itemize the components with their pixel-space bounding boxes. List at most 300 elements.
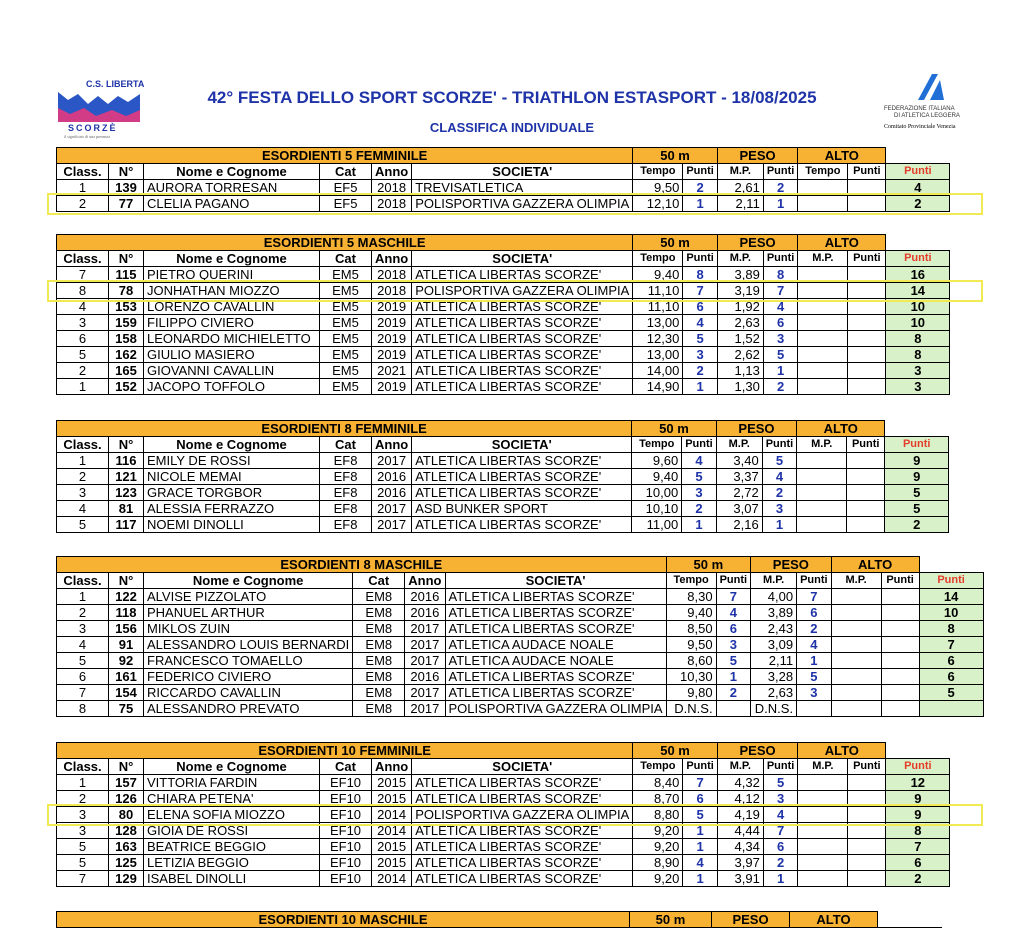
event-50m-header: 50 m xyxy=(633,235,718,251)
team-cell: ATLETICA LIBERTAS SCORZE' xyxy=(412,363,633,379)
col-alto-measure: M.P. xyxy=(798,251,848,267)
points-peso: 4 xyxy=(763,299,798,315)
team-cell: ATLETICA LIBERTAS SCORZE' xyxy=(445,589,666,605)
table-row xyxy=(57,315,950,331)
time-cell: 8,50 xyxy=(666,621,716,637)
alto-measure xyxy=(798,180,848,196)
category-title: ESORDIENTI 10 MASCHILE xyxy=(57,912,630,928)
col-points: Punti xyxy=(881,573,919,589)
time-cell: 9,40 xyxy=(633,267,683,283)
team-cell: ATLETICA LIBERTAS SCORZE' xyxy=(445,685,666,701)
event-alto-header: ALTO xyxy=(798,148,886,164)
category-title: ESORDIENTI 10 FEMMINILE xyxy=(57,743,633,759)
athlete-name: PIETRO QUERINI xyxy=(144,267,320,283)
alto-measure xyxy=(798,267,848,283)
col-points: Punti xyxy=(683,251,718,267)
year-cell: 2017 xyxy=(372,453,412,469)
rank-cell: 6 xyxy=(57,331,109,347)
time-cell: 12,30 xyxy=(633,331,683,347)
bib-cell: 122 xyxy=(109,589,144,605)
total-points: 3 xyxy=(886,363,950,379)
mp-cell: 2,11 xyxy=(717,196,763,212)
mp-cell: 4,34 xyxy=(717,839,763,855)
time-cell: 9,20 xyxy=(633,871,683,887)
alto-measure xyxy=(831,701,881,717)
table-row xyxy=(57,283,950,299)
time-cell: 10,30 xyxy=(666,669,716,685)
category-cell: EM5 xyxy=(320,363,372,379)
col-points: Punti xyxy=(848,759,886,775)
team-cell: ATLETICA AUDACE NOALE xyxy=(445,637,666,653)
bib-cell: 121 xyxy=(109,469,144,485)
table-row xyxy=(57,685,984,701)
alto-measure xyxy=(798,299,848,315)
time-cell: 8,90 xyxy=(633,855,683,871)
athlete-name: BEATRICE BEGGIO xyxy=(144,839,320,855)
alto-points xyxy=(848,839,886,855)
alto-points xyxy=(848,775,886,791)
points-peso: 5 xyxy=(763,775,798,791)
rank-cell: 5 xyxy=(57,855,109,871)
bib-cell: 126 xyxy=(109,791,144,807)
bib-cell: 157 xyxy=(109,775,144,791)
athlete-name: ALESSANDRO PREVATO xyxy=(144,701,353,717)
team-cell: POLISPORTIVA GAZZERA OLIMPIA xyxy=(445,701,666,717)
col-year: Anno xyxy=(372,251,412,267)
athlete-name: LETIZIA BEGGIO xyxy=(144,855,320,871)
points-50m: 3 xyxy=(716,637,751,653)
athlete-name: NICOLE MEMAI xyxy=(144,469,320,485)
alto-points xyxy=(881,653,919,669)
athlete-name: ISABEL DINOLLI xyxy=(144,871,320,887)
category-title: ESORDIENTI 5 MASCHILE xyxy=(57,235,633,251)
rank-cell: 1 xyxy=(57,775,109,791)
col-total: Punti xyxy=(886,759,950,775)
col-number: N° xyxy=(109,251,144,267)
time-cell: 9,40 xyxy=(666,605,716,621)
points-50m: 4 xyxy=(683,855,718,871)
mp-cell: 1,30 xyxy=(717,379,763,395)
points-50m: 2 xyxy=(682,501,717,517)
time-cell: 9,50 xyxy=(633,180,683,196)
points-peso: 3 xyxy=(797,685,832,701)
alto-points xyxy=(848,299,886,315)
alto-measure xyxy=(798,775,848,791)
points-50m: 3 xyxy=(683,347,718,363)
time-cell: 8,80 xyxy=(633,807,683,823)
alto-points xyxy=(848,823,886,839)
col-class: Class. xyxy=(57,437,109,453)
fidal-line2: DI ATLETICA LEGGERA xyxy=(894,113,960,119)
category-title: ESORDIENTI 8 MASCHILE xyxy=(57,557,667,573)
bib-cell: 117 xyxy=(109,517,144,533)
event-peso-header: PESO xyxy=(712,912,790,928)
bib-cell: 116 xyxy=(109,453,144,469)
team-cell: ATLETICA LIBERTAS SCORZE' xyxy=(412,315,633,331)
total-points: 4 xyxy=(886,180,950,196)
athlete-name: GIULIO MASIERO xyxy=(144,347,320,363)
col-alto-measure: M.P. xyxy=(798,759,848,775)
category-cell: EF8 xyxy=(320,501,372,517)
bib-cell: 91 xyxy=(109,637,144,653)
rank-cell: 5 xyxy=(57,839,109,855)
rank-cell: 1 xyxy=(57,379,109,395)
event-alto-header: ALTO xyxy=(797,421,885,437)
results-table xyxy=(56,147,950,212)
team-cell: POLISPORTIVA GAZZERA OLIMPIA xyxy=(412,283,633,299)
rank-cell: 2 xyxy=(57,605,109,621)
year-cell: 2014 xyxy=(372,823,412,839)
rank-cell: 5 xyxy=(57,517,109,533)
points-peso: 6 xyxy=(763,315,798,331)
year-cell: 2019 xyxy=(372,347,412,363)
col-points: Punti xyxy=(683,164,718,180)
col-points: Punti xyxy=(847,437,885,453)
year-cell: 2016 xyxy=(405,605,445,621)
category-cell: EM8 xyxy=(353,605,405,621)
event-peso-header: PESO xyxy=(716,421,797,437)
points-peso: 2 xyxy=(763,379,798,395)
table-row xyxy=(57,379,950,395)
alto-measure xyxy=(831,589,881,605)
points-50m: 3 xyxy=(682,485,717,501)
category-cell: EF10 xyxy=(320,775,372,791)
total-points: 5 xyxy=(919,685,983,701)
time-cell: 14,00 xyxy=(633,363,683,379)
year-cell: 2018 xyxy=(372,283,412,299)
rank-cell: 8 xyxy=(57,283,109,299)
col-total: Punti xyxy=(886,164,950,180)
time-cell: 8,40 xyxy=(633,775,683,791)
athlete-name: LORENZO CAVALLIN xyxy=(144,299,320,315)
team-cell: ATLETICA LIBERTAS SCORZE' xyxy=(412,485,632,501)
points-50m xyxy=(716,701,751,717)
mp-cell: 2,11 xyxy=(751,653,797,669)
year-cell: 2014 xyxy=(372,871,412,887)
fidal-line1: FEDERAZIONE ITALIANA xyxy=(884,106,955,112)
points-50m: 2 xyxy=(716,685,751,701)
points-50m: 5 xyxy=(682,469,717,485)
col-mp: M.P. xyxy=(717,251,763,267)
alto-measure xyxy=(798,196,848,212)
total-points: 2 xyxy=(886,196,950,212)
col-year: Anno xyxy=(372,437,412,453)
points-peso: 7 xyxy=(763,283,798,299)
col-time: Tempo xyxy=(666,573,716,589)
table-row xyxy=(57,363,950,379)
bib-cell: 153 xyxy=(109,299,144,315)
bib-cell: 161 xyxy=(109,669,144,685)
athlete-name: LEONARDO MICHIELETTO xyxy=(144,331,320,347)
bib-cell: 163 xyxy=(109,839,144,855)
bib-cell: 75 xyxy=(109,701,144,717)
total-points: 6 xyxy=(886,855,950,871)
col-cat: Cat xyxy=(320,437,372,453)
event-50m-header: 50 m xyxy=(632,421,717,437)
event-alto-header: ALTO xyxy=(790,912,878,928)
alto-points xyxy=(848,196,886,212)
total-points: 10 xyxy=(886,315,950,331)
team-cell: ATLETICA LIBERTAS SCORZE' xyxy=(412,299,633,315)
year-cell: 2015 xyxy=(372,839,412,855)
rank-cell: 6 xyxy=(57,669,109,685)
rank-cell: 5 xyxy=(57,653,109,669)
table-row xyxy=(57,517,949,533)
col-alto-measure: M.P. xyxy=(797,437,847,453)
rank-cell: 3 xyxy=(57,485,109,501)
alto-measure xyxy=(831,621,881,637)
mp-cell: 1,52 xyxy=(717,331,763,347)
alto-measure xyxy=(798,791,848,807)
table-row xyxy=(57,839,950,855)
points-peso: 2 xyxy=(763,855,798,871)
alto-measure xyxy=(831,605,881,621)
page-title: 42° FESTA DELLO SPORT SCORZE' - TRIATHLON ESTASPORT - 18/08/2025 xyxy=(207,88,817,107)
year-cell: 2016 xyxy=(372,485,412,501)
bib-cell: 154 xyxy=(109,685,144,701)
athlete-name: CLELIA PAGANO xyxy=(144,196,320,212)
category-cell: EM5 xyxy=(320,267,372,283)
category-cell: EF10 xyxy=(320,823,372,839)
points-peso: 6 xyxy=(797,605,832,621)
points-50m: 1 xyxy=(682,517,717,533)
year-cell: 2017 xyxy=(405,621,445,637)
rank-cell: 7 xyxy=(57,267,109,283)
col-team: SOCIETA' xyxy=(445,573,666,589)
col-points: Punti xyxy=(763,759,798,775)
table-row xyxy=(57,791,950,807)
alto-points xyxy=(847,485,885,501)
col-class: Class. xyxy=(57,759,109,775)
col-name: Nome e Cognome xyxy=(144,437,320,453)
table-row xyxy=(57,501,949,517)
year-cell: 2016 xyxy=(405,589,445,605)
blank-cell xyxy=(886,235,950,251)
alto-measure xyxy=(797,501,847,517)
total-points: 3 xyxy=(886,379,950,395)
points-50m: 6 xyxy=(683,791,718,807)
year-cell: 2016 xyxy=(372,469,412,485)
results-table xyxy=(56,742,950,887)
table-row xyxy=(57,469,949,485)
points-50m: 8 xyxy=(683,267,718,283)
category-cell: EM8 xyxy=(353,685,405,701)
time-cell: 9,40 xyxy=(632,469,682,485)
bib-cell: 152 xyxy=(109,379,144,395)
time-cell: 8,60 xyxy=(666,653,716,669)
points-peso: 7 xyxy=(797,589,832,605)
points-peso: 3 xyxy=(763,791,798,807)
alto-points xyxy=(848,791,886,807)
table-row xyxy=(57,267,950,283)
year-cell: 2017 xyxy=(405,637,445,653)
alto-measure xyxy=(798,823,848,839)
event-peso-header: PESO xyxy=(717,743,798,759)
total-points: 14 xyxy=(886,283,950,299)
team-cell: ATLETICA AUDACE NOALE xyxy=(445,653,666,669)
rank-cell: 1 xyxy=(57,453,109,469)
points-50m: 1 xyxy=(683,379,718,395)
category-cell: EF8 xyxy=(320,453,372,469)
athlete-name: JONHATHAN MIOZZO xyxy=(144,283,320,299)
mp-cell: 2,43 xyxy=(751,621,797,637)
col-time: Tempo xyxy=(632,437,682,453)
team-cell: ATLETICA LIBERTAS SCORZE' xyxy=(412,347,633,363)
col-name: Nome e Cognome xyxy=(144,251,320,267)
time-cell: 8,70 xyxy=(633,791,683,807)
category-cell: EM5 xyxy=(320,379,372,395)
alto-measure xyxy=(798,315,848,331)
table-row xyxy=(57,331,950,347)
event-peso-header: PESO xyxy=(717,148,798,164)
points-peso: 4 xyxy=(763,807,798,823)
col-mp: M.P. xyxy=(717,164,763,180)
points-peso: 1 xyxy=(763,871,798,887)
col-class: Class. xyxy=(57,573,109,589)
time-cell: 14,90 xyxy=(633,379,683,395)
col-mp: M.P. xyxy=(751,573,797,589)
col-time: Tempo xyxy=(633,251,683,267)
team-cell: ATLETICA LIBERTAS SCORZE' xyxy=(412,839,633,855)
table-row xyxy=(57,775,950,791)
athlete-name: GIOVANNI CAVALLIN xyxy=(144,363,320,379)
alto-measure xyxy=(798,283,848,299)
mp-cell: 3,89 xyxy=(751,605,797,621)
total-points: 2 xyxy=(885,517,949,533)
points-peso: 3 xyxy=(762,501,797,517)
table-row xyxy=(57,807,950,823)
results-table xyxy=(56,556,984,717)
alto-measure xyxy=(797,517,847,533)
total-points: 10 xyxy=(919,605,983,621)
bib-cell: 92 xyxy=(109,653,144,669)
points-peso: 5 xyxy=(797,669,832,685)
points-50m: 2 xyxy=(683,363,718,379)
category-cell: EM8 xyxy=(353,653,405,669)
col-team: SOCIETA' xyxy=(412,164,633,180)
athlete-name: NOEMI DINOLLI xyxy=(144,517,320,533)
bib-cell: 159 xyxy=(109,315,144,331)
mp-cell: 3,40 xyxy=(716,453,762,469)
bib-cell: 123 xyxy=(109,485,144,501)
alto-points xyxy=(848,331,886,347)
blank-cell xyxy=(878,912,942,928)
col-team: SOCIETA' xyxy=(412,251,633,267)
points-50m: 7 xyxy=(683,283,718,299)
category-cell: EF5 xyxy=(320,180,372,196)
alto-points xyxy=(848,347,886,363)
time-cell: 10,00 xyxy=(632,485,682,501)
athlete-name: MIKLOS ZUIN xyxy=(144,621,353,637)
rank-cell: 3 xyxy=(57,621,109,637)
event-peso-header: PESO xyxy=(717,235,798,251)
points-50m: 7 xyxy=(716,589,751,605)
points-peso: 1 xyxy=(763,196,798,212)
fidal-line3: Comitato Provinciale Venezia xyxy=(884,124,956,130)
time-cell: 12,10 xyxy=(633,196,683,212)
col-points: Punti xyxy=(797,573,832,589)
col-mp: M.P. xyxy=(716,437,762,453)
category-cell: EM8 xyxy=(353,701,405,717)
mp-cell: 3,28 xyxy=(751,669,797,685)
col-year: Anno xyxy=(372,164,412,180)
points-50m: 6 xyxy=(716,621,751,637)
category-cell: EF10 xyxy=(320,839,372,855)
event-alto-header: ALTO xyxy=(831,557,919,573)
col-team: SOCIETA' xyxy=(412,759,633,775)
team-cell: ATLETICA LIBERTAS SCORZE' xyxy=(412,855,633,871)
mp-cell: 3,37 xyxy=(716,469,762,485)
table-row xyxy=(57,180,950,196)
bib-cell: 158 xyxy=(109,331,144,347)
alto-measure xyxy=(831,653,881,669)
time-cell: 10,10 xyxy=(632,501,682,517)
category-cell: EM8 xyxy=(353,637,405,653)
col-year: Anno xyxy=(405,573,445,589)
points-50m: 7 xyxy=(683,775,718,791)
points-50m: 1 xyxy=(683,196,718,212)
team-cell: ATLETICA LIBERTAS SCORZE' xyxy=(412,791,633,807)
year-cell: 2017 xyxy=(405,653,445,669)
total-points: 8 xyxy=(919,621,983,637)
total-points: 12 xyxy=(886,775,950,791)
year-cell: 2015 xyxy=(372,775,412,791)
mp-cell: 3,07 xyxy=(716,501,762,517)
year-cell: 2015 xyxy=(372,855,412,871)
team-cell: ATLETICA LIBERTAS SCORZE' xyxy=(445,605,666,621)
rank-cell: 4 xyxy=(57,299,109,315)
athlete-name: RICCARDO CAVALLIN xyxy=(144,685,353,701)
alto-points xyxy=(881,637,919,653)
col-points: Punti xyxy=(682,437,717,453)
bib-cell: 156 xyxy=(109,621,144,637)
team-cell: ASD BUNKER SPORT xyxy=(412,501,632,517)
table-row xyxy=(57,347,950,363)
rank-cell: 3 xyxy=(57,823,109,839)
total-points: 7 xyxy=(919,637,983,653)
total-points: 5 xyxy=(885,485,949,501)
year-cell: 2018 xyxy=(372,196,412,212)
event-50m-header: 50 m xyxy=(630,912,712,928)
time-cell: 9,60 xyxy=(632,453,682,469)
alto-measure xyxy=(798,839,848,855)
table-row xyxy=(57,605,984,621)
col-time: Tempo xyxy=(633,164,683,180)
team-cell: ATLETICA LIBERTAS SCORZE' xyxy=(412,331,633,347)
total-points: 9 xyxy=(886,807,950,823)
bib-cell: 118 xyxy=(109,605,144,621)
alto-points xyxy=(848,315,886,331)
alto-points xyxy=(881,605,919,621)
team-cell: ATLETICA LIBERTAS SCORZE' xyxy=(412,469,632,485)
alto-points xyxy=(848,363,886,379)
total-points xyxy=(919,701,983,717)
bib-cell: 165 xyxy=(109,363,144,379)
team-cell: ATLETICA LIBERTAS SCORZE' xyxy=(445,621,666,637)
rank-cell: 2 xyxy=(57,363,109,379)
rank-cell: 2 xyxy=(57,196,109,212)
points-50m: 5 xyxy=(683,331,718,347)
col-points: Punti xyxy=(848,164,886,180)
year-cell: 2019 xyxy=(372,315,412,331)
table-row xyxy=(57,196,950,212)
alto-measure xyxy=(798,331,848,347)
col-team: SOCIETA' xyxy=(412,437,632,453)
category-cell: EM8 xyxy=(353,589,405,605)
alto-measure xyxy=(797,469,847,485)
category-cell: EF10 xyxy=(320,791,372,807)
year-cell: 2014 xyxy=(372,807,412,823)
